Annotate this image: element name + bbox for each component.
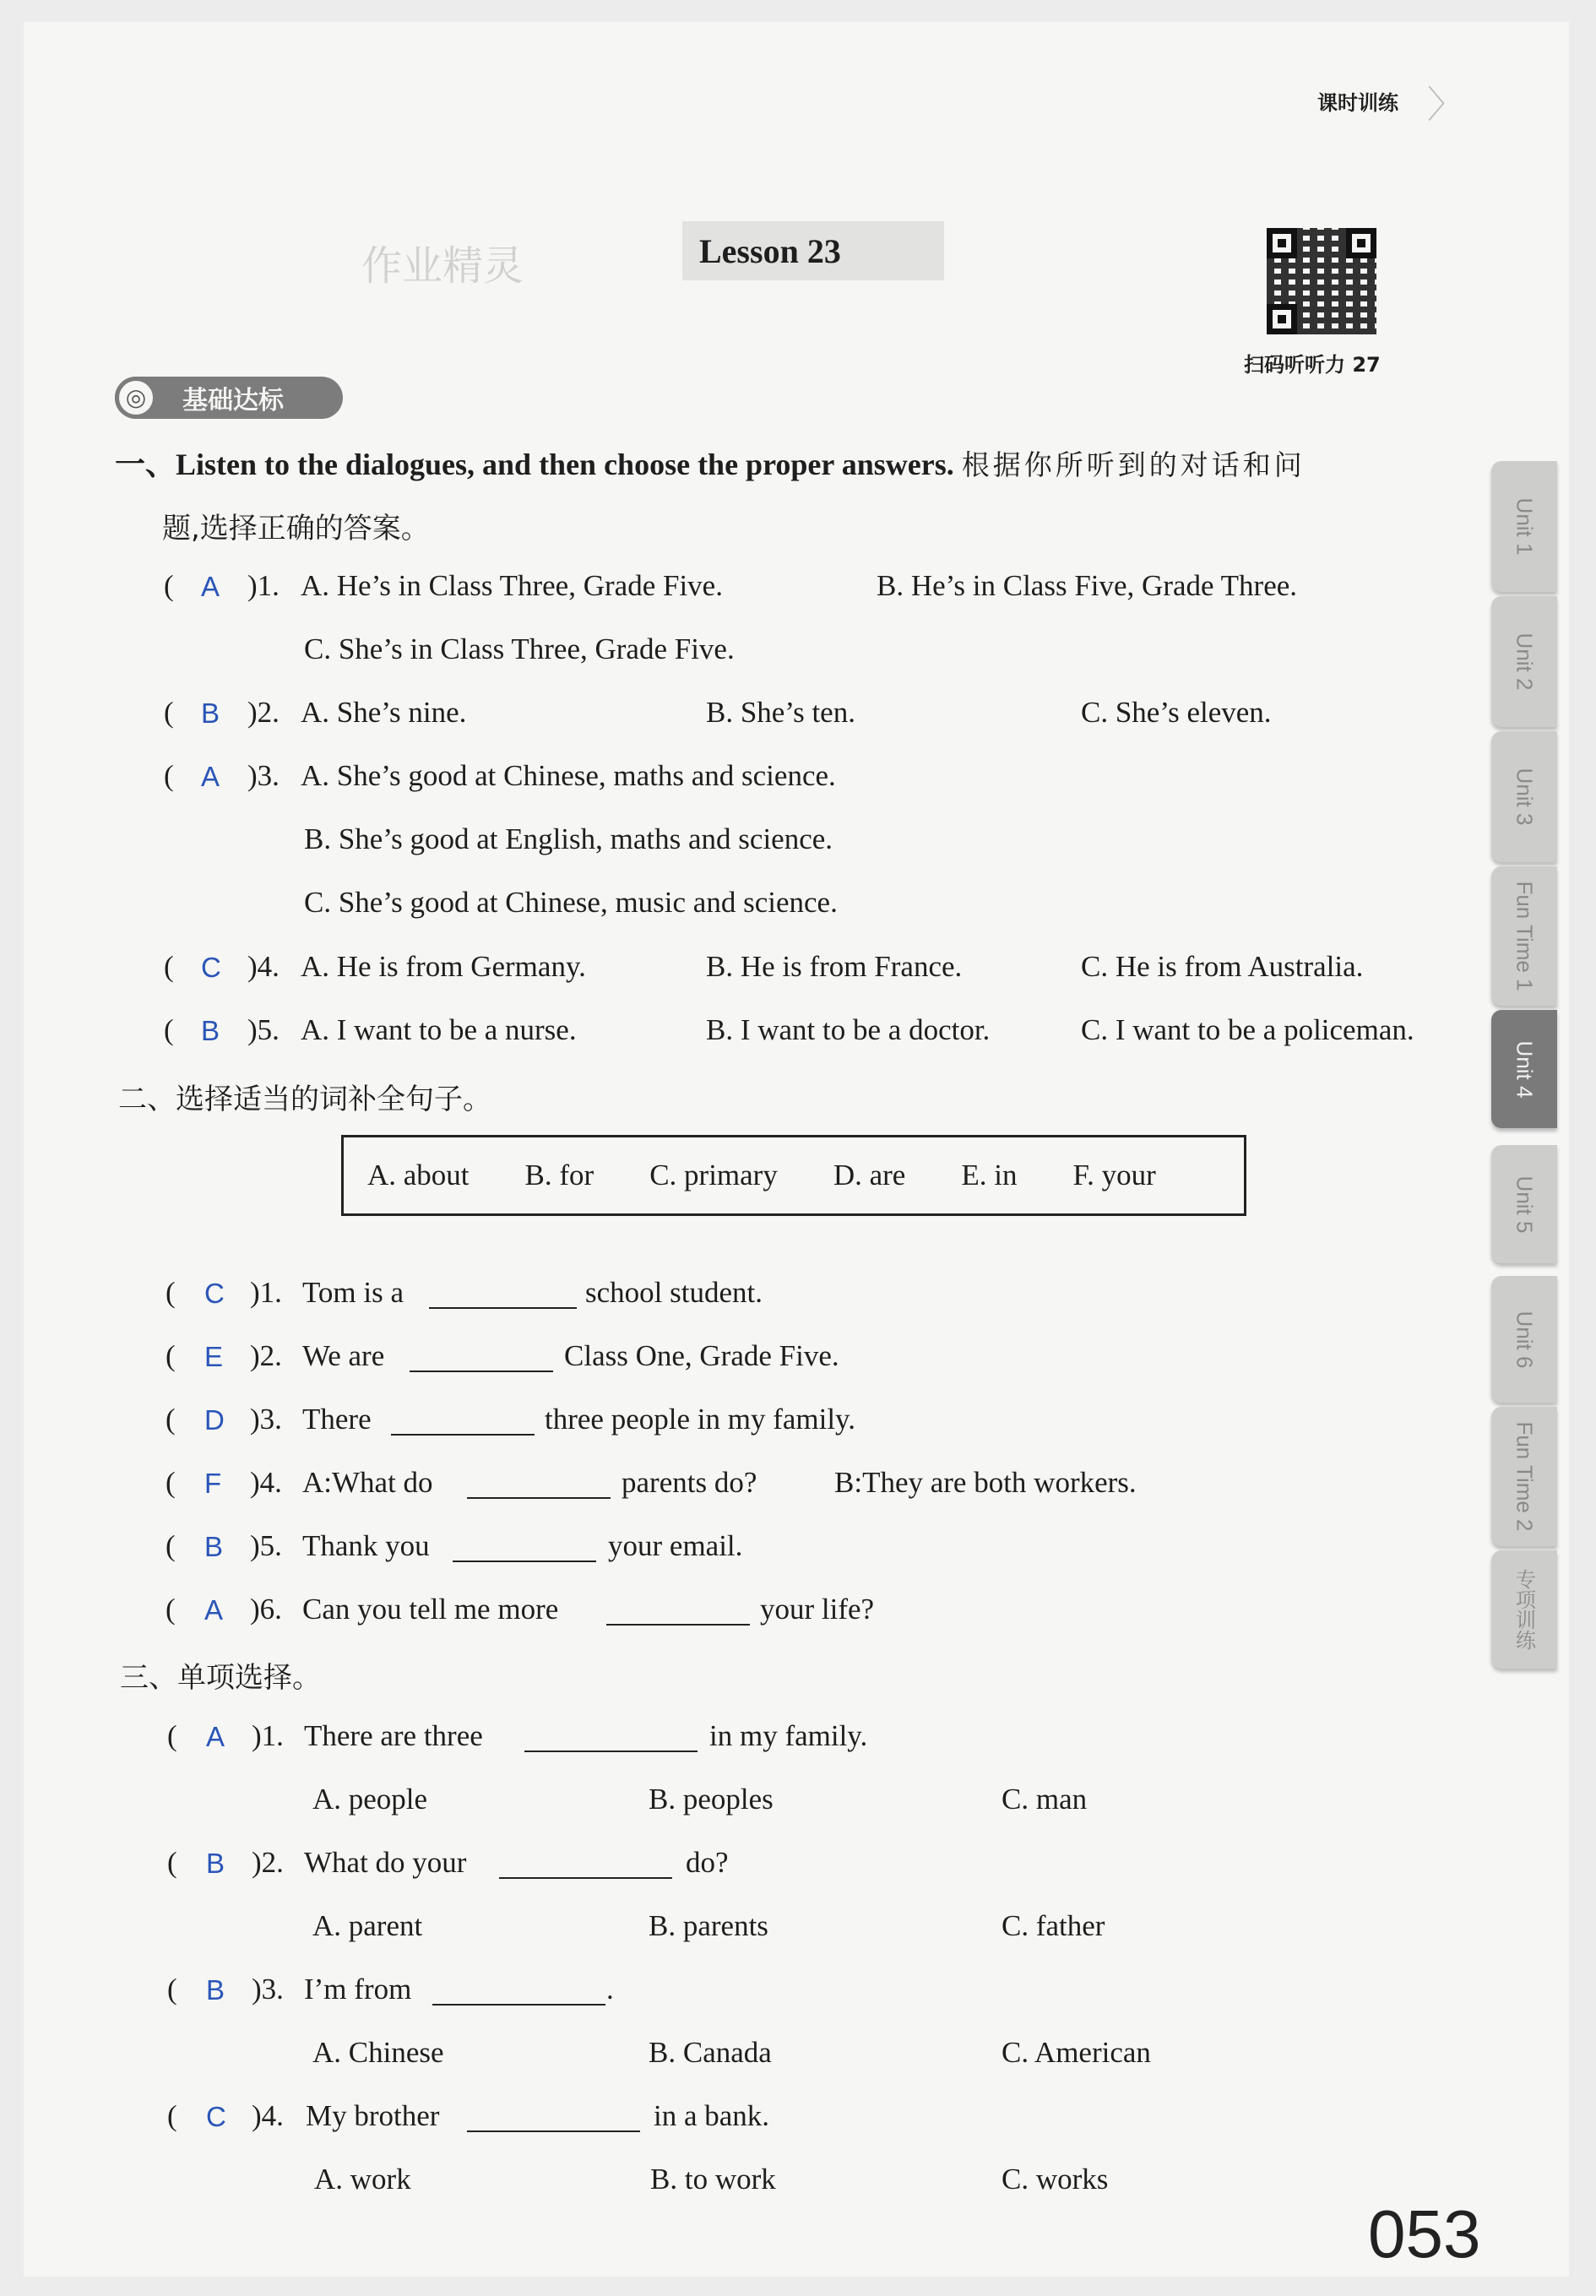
answer-paren: ( <box>164 759 174 792</box>
page-number: 053 <box>1368 2196 1481 2272</box>
option-a: A. She’s nine. <box>301 696 467 729</box>
word-option: C. primary <box>649 1159 778 1191</box>
option-c: C. He is from Australia. <box>1081 950 1364 983</box>
answer-paren: ( <box>167 1973 177 2006</box>
answer-paren: ( <box>166 1403 176 1436</box>
option-a: A. She’s good at Chinese, maths and science. <box>301 759 836 792</box>
answer-mark: C <box>201 952 221 983</box>
answer-paren: ( <box>164 569 174 602</box>
section1-title-cn-cont: 题,选择正确的答案。 <box>162 512 430 546</box>
lesson-title: Lesson 23 <box>699 232 841 270</box>
answer-paren: ( <box>164 696 174 729</box>
sentence-pre: My brother <box>306 2099 440 2132</box>
workbook-page <box>24 22 1569 2277</box>
section1-title <box>115 441 1306 484</box>
answer-blank[interactable] <box>432 2004 605 2006</box>
sentence-post: three people in my family. <box>545 1403 856 1436</box>
question-number: )2. <box>250 1339 282 1372</box>
sentence-post: your email. <box>608 1529 743 1562</box>
question-number: )2. <box>252 1846 284 1879</box>
option-a: A. people <box>312 1783 428 1816</box>
qr-finder <box>1346 228 1376 258</box>
answer-paren: ( <box>164 1013 174 1046</box>
option-a: A. I want to be a nurse. <box>301 1013 577 1046</box>
sentence-post: in a bank. <box>654 2099 770 2132</box>
answer-mark: A <box>206 1721 225 1752</box>
option-b: B. He’s in Class Five, Grade Three. <box>877 569 1298 602</box>
answer-paren: ( <box>166 1593 176 1626</box>
option-a: A. He’s in Class Three, Grade Five. <box>301 569 723 602</box>
sentence-pre: What do your <box>304 1846 467 1879</box>
answer-blank[interactable] <box>410 1371 553 1372</box>
answer-paren: ( <box>166 1529 176 1562</box>
option-c: C. She’s good at Chinese, music and science. <box>304 886 838 919</box>
header-label: 课时训练 <box>1317 91 1398 115</box>
option-b: B. Canada <box>649 2036 772 2069</box>
word-bank <box>341 1135 1246 1216</box>
answer-blank[interactable] <box>467 2130 640 2132</box>
word-option: D. are <box>833 1159 906 1191</box>
question-number: )4. <box>252 2099 284 2132</box>
section1-title-cn: 根据你所听到的对话和问 <box>961 448 1306 481</box>
answer-paren: ( <box>167 1719 177 1752</box>
option-c: C. works <box>1002 2163 1109 2196</box>
option-b: B. to work <box>650 2163 776 2196</box>
sentence-post: parents do? <box>622 1466 757 1499</box>
sentence-post: Class One, Grade Five. <box>564 1339 839 1372</box>
badge-label: 基础达标 <box>182 386 284 415</box>
word-option: E. in <box>961 1159 1018 1191</box>
answer-mark: E <box>204 1341 224 1372</box>
qr-code[interactable] <box>1267 228 1376 334</box>
tab-fun-time-2[interactable]: Fun Time 2 <box>1491 1407 1557 1546</box>
question-number: )4. <box>247 950 280 983</box>
option-b: B. She’s good at English, maths and science. <box>304 822 833 855</box>
tab-unit-2[interactable]: Unit 2 <box>1491 596 1557 727</box>
tab-fun-time-1[interactable]: Fun Time 1 <box>1491 866 1557 1006</box>
section1-title-en: 一、Listen to the dialogues, and then choose the proper answers. <box>115 448 954 481</box>
answer-blank[interactable] <box>467 1497 611 1499</box>
answer-paren: ( <box>164 950 174 983</box>
question-number: )5. <box>250 1529 282 1562</box>
question-number: )3. <box>250 1403 282 1436</box>
answer-mark: A <box>201 571 220 602</box>
option-a: A. He is from Germany. <box>301 950 586 983</box>
sentence-post: do? <box>686 1846 729 1879</box>
word-option: F. your <box>1072 1159 1156 1191</box>
word-option: B. for <box>524 1159 594 1191</box>
sentence-pre: There <box>302 1403 372 1436</box>
question-number: )1. <box>247 569 280 602</box>
option-b: B. He is from France. <box>706 950 963 983</box>
answer-blank[interactable] <box>606 1624 750 1626</box>
sentence-pre: Tom is a <box>302 1276 404 1309</box>
tab-unit-4[interactable]: Unit 4 <box>1491 1010 1557 1128</box>
answer-mark: D <box>204 1404 225 1436</box>
answer-mark: C <box>206 2101 226 2132</box>
question-number: )3. <box>252 1973 284 2006</box>
answer-mark: A <box>204 1594 224 1626</box>
question-number: )5. <box>247 1013 280 1046</box>
tab-unit-5[interactable]: Unit 5 <box>1491 1145 1557 1263</box>
option-b: B. parents <box>649 1909 768 1942</box>
answer-paren: ( <box>167 1846 177 1879</box>
option-b: B. peoples <box>649 1783 774 1816</box>
sentence-pre: A:What do <box>302 1466 433 1499</box>
answer-paren: ( <box>166 1276 176 1309</box>
sentence-post: your life? <box>760 1593 875 1626</box>
answer-mark: B <box>201 697 220 729</box>
answer-blank[interactable] <box>391 1434 535 1436</box>
watermark: 作业精灵 <box>361 242 524 290</box>
option-a: A. parent <box>312 1909 423 1942</box>
tab-special-training[interactable]: 专项训练 <box>1491 1550 1557 1669</box>
sentence-pre: I’m from <box>304 1973 412 2006</box>
option-c: C. man <box>1002 1783 1088 1816</box>
sentence-pre: There are three <box>304 1719 483 1752</box>
answer-blank[interactable] <box>429 1307 577 1309</box>
sentence-pre: Thank you <box>302 1529 430 1562</box>
answer-mark: F <box>204 1468 222 1499</box>
section3-title: 三、单项选择。 <box>120 1661 321 1695</box>
tab-unit-1[interactable]: Unit 1 <box>1491 461 1557 592</box>
answer-paren: ( <box>166 1339 176 1372</box>
answer-blank[interactable] <box>453 1561 596 1562</box>
question-number: )3. <box>247 759 280 792</box>
target-icon: ◎ <box>115 377 157 419</box>
question-number: )4. <box>250 1466 282 1499</box>
tab-unit-3[interactable]: Unit 3 <box>1491 731 1557 862</box>
qr-caption: 扫码听听力 27 <box>1244 353 1381 377</box>
answer-mark: A <box>201 761 220 792</box>
option-c: C. American <box>1002 2036 1151 2069</box>
answer-mark: B <box>206 1974 225 2006</box>
question-number: )1. <box>252 1719 284 1752</box>
answer-blank[interactable] <box>499 1877 672 1879</box>
option-a: A. work <box>314 2163 411 2196</box>
sentence-post: . <box>606 1973 614 2006</box>
answer-mark: C <box>204 1278 225 1309</box>
sentence-post: in my family. <box>709 1719 868 1752</box>
sentence-post: school student. <box>585 1276 763 1309</box>
chevron-right-icon: 〉 <box>1427 84 1464 127</box>
option-c: C. She’s in Class Three, Grade Five. <box>304 632 735 665</box>
option-c: C. She’s eleven. <box>1081 696 1272 729</box>
sentence-pre: Can you tell me more <box>302 1593 559 1626</box>
sentence-response: B:They are both workers. <box>834 1466 1137 1499</box>
option-c: C. I want to be a policeman. <box>1081 1013 1414 1046</box>
question-number: )1. <box>250 1276 282 1309</box>
answer-paren: ( <box>167 2099 177 2132</box>
sentence-pre: We are <box>302 1339 385 1372</box>
answer-mark: B <box>204 1531 224 1562</box>
qr-finder <box>1267 228 1297 258</box>
question-number: )6. <box>250 1593 282 1626</box>
tab-unit-6[interactable]: Unit 6 <box>1491 1276 1557 1403</box>
question-number: )2. <box>247 696 280 729</box>
answer-mark: B <box>201 1015 220 1046</box>
answer-paren: ( <box>166 1466 176 1499</box>
answer-blank[interactable] <box>524 1750 698 1752</box>
option-c: C. father <box>1002 1909 1105 1942</box>
answer-mark: B <box>206 1848 225 1879</box>
section2-title: 二、选择适当的词补全句子。 <box>118 1083 491 1116</box>
option-b: B. I want to be a doctor. <box>706 1013 991 1046</box>
word-option: A. about <box>367 1159 470 1191</box>
option-b: B. She’s ten. <box>706 696 855 729</box>
qr-finder <box>1267 304 1297 334</box>
option-a: A. Chinese <box>312 2036 444 2069</box>
